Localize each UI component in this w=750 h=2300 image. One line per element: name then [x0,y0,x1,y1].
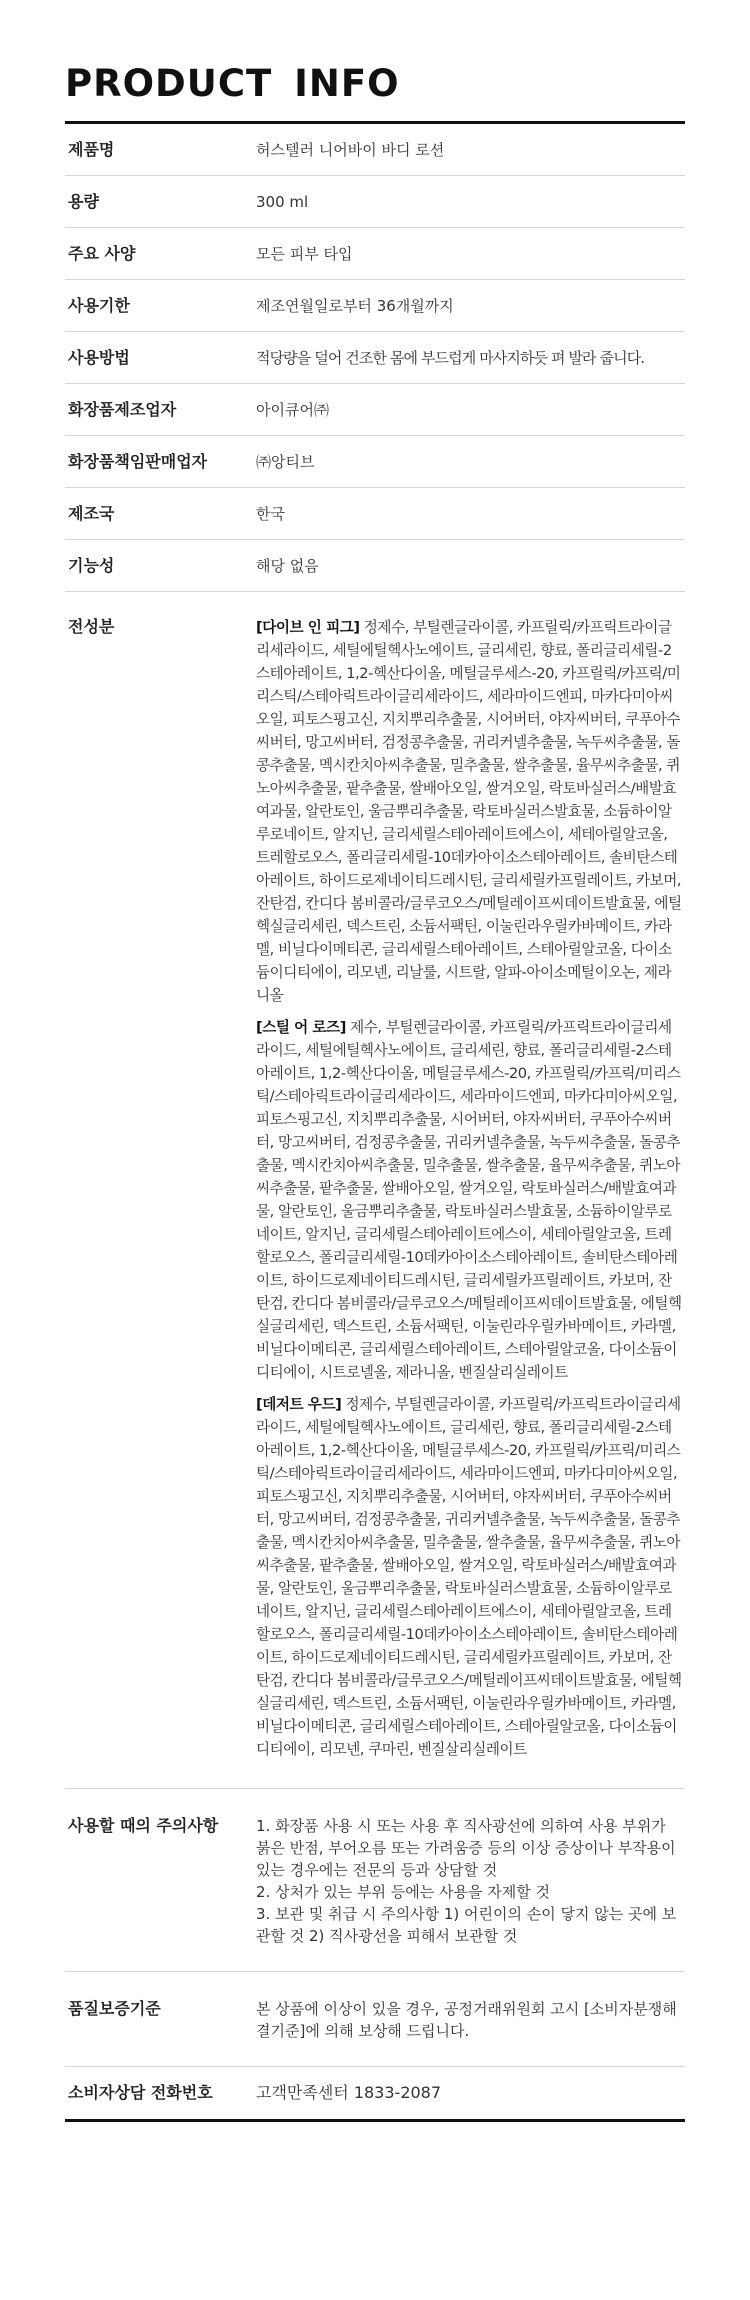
ingredient-variant-name: [다이브 인 피그] [256,619,360,636]
page-title: PRODUCT INFO [65,62,400,105]
label-customer-service: 소비자상담 전화번호 [68,2083,213,2102]
value-expiry: 제조연월일로부터 36개월까지 [256,296,454,315]
row-spec [65,228,685,280]
row-country [65,488,685,540]
value-usage: 적당량을 덜어 건조한 몸에 부드럽게 마사지하듯 펴 발라 줍니다. [256,348,645,367]
label-spec: 주요 사양 [68,243,136,263]
row-warranty [65,1972,685,2067]
value-caution [256,1815,685,1947]
value-customer-service-phone: 고객만족센터 1833-2087 [256,2083,442,2102]
row-product-name [65,124,685,176]
row-ingredients [65,592,685,1789]
ingredient-block-still-a-rose [256,1016,683,1384]
label-country: 제조국 [68,503,115,523]
label-expiry: 사용기한 [68,295,130,315]
ingredient-list-text: 정제수, 부틸렌글라이콜, 카프릴릭/카프릭트라이글리세라이드, 세틸에틸헥사노에이트, 글리세린, 향료, 폴리글리세릴-2스테아레이트, 1,2-헥산다이올, 메틸글루세스-20, 카프릴릭/카프릭/미리스틱/스테아릭트라이글리세라이드, 세라마이드엔피, 마카다미아씨오일, 피토스핑고신, 지치뿌리추출물, 시어버터, 야자씨버터, 쿠푸아수씨버터, 망고씨버터, 검정콩추출물, 귀리커넬추출물, 녹두씨추출물, 돌콩추출물, 멕시칸치아씨추출물, 밀추출물, 쌀추출물, 율무씨추출물, 퀴노아씨추출물, 팥추출물, 쌀배아오일, 쌀겨오일, 락토바실러스/배발효여과물, 알란토인, 울금뿌리추출물, 락토바실러스발효물, 소듐하이알루로네이트, 알지닌, 글리세릴스테아레이트에스이, 세테아릴알코올, 트레할로오스, 폴리글리세릴-10데카아이소스테아레이트, 솔비탄스테아레이트, 하이드로제네이티드레시틴, 글리세릴카프릴레이트, 카보머, 잔탄검, 칸디다 봄비콜라/글루코오스/메틸레이프씨데이트발효물, 에틸헥실글리세린, 덱스트린, 소듐서팩틴, 이눌린라우릴카바메이트, 카라멜, 비닐다이메티콘, 글리세릴스테아레이트, 스테아릴알코올, 다이소듐이디티에이, 리모넨, 리날룰, 시트랄, 알파-아이소메틸이오논, 제라니올 [256,619,682,1004]
value-country: 한국 [256,504,285,523]
label-ingredients: 전성분 [68,617,115,636]
ingredient-list-text: 제수, 부틸렌글라이콜, 카프릴릭/카프릭트라이글리세라이드, 세틸에틸헥사노에이트, 글리세린, 향료, 폴리글리세릴-2스테아레이트, 1,2-헥산다이올, 메틸글루세스-20, 카프릴릭/카프릭/미리스틱/스테아릭트라이글리세라이드, 세라마이드엔피, 마카다미아씨오일, 피토스핑고신, 지치뿌리추출물, 시어버터, 야자씨버터, 쿠푸아수씨버터, 망고씨버터, 검정콩추출물, 귀리커넬추출물, 녹두씨추출물, 돌콩추출물, 멕시칸치아씨추출물, 밀추출물, 쌀추출물, 율무씨추출물, 퀴노아씨추출물, 팥추출물, 쌀배아오일, 쌀겨오일, 락토바실러스/배발효여과물, 알란토인, 울금뿌리추출물, 락토바실러스발효물, 소듐하이알루로네이트, 알지닌, 글리세릴스테아레이트에스이, 세테아릴알코올, 트레할로오스, 폴리글리세릴-10데카아이소스테아레이트, 솔비탄스테아레이트, 하이드로제네이티드레시틴, 글리세릴카프릴레이트, 카보머, 잔탄검, 칸디다 봄비콜라/글루코오스/메틸레이프씨데이트발효물, 에틸헥실글리세린, 덱스트린, 소듐서팩틴, 이눌린라우릴카바메이트, 카라멜, 비닐다이메티콘, 글리세릴스테아레이트, 스테아릴알코올, 다이소듐이디티에이, 시트로넬올, 제라니올, 벤질살리실레이트 [256,1019,682,1381]
ingredient-variant-name: [스틸 어 로즈] [256,1019,346,1036]
value-manufacturer: 아이큐어㈜ [256,400,329,419]
value-seller: ㈜앙티브 [256,452,315,471]
label-caution: 사용할 때의 주의사항 [68,1816,219,1835]
label-seller: 화장품책임판매업자 [68,451,208,471]
label-functional: 기능성 [68,555,115,575]
value-volume: 300 ml [256,192,309,211]
row-seller [65,436,685,488]
ingredient-list-text: 정제수, 부틸렌글라이콜, 카프릴릭/카프릭트라이글리세라이드, 세틸에틸헥사노에이트, 글리세린, 향료, 폴리글리세릴-2스테아레이트, 1,2-헥산다이올, 메틸글루세스-20, 카프릴릭/카프릭/미리스틱/스테아릭트라이글리세라이드, 세라마이드엔피, 마카다미아씨오일, 피토스핑고신, 지치뿌리추출물, 시어버터, 야자씨버터, 쿠푸아수씨버터, 망고씨버터, 검정콩추출물, 귀리커넬추출물, 녹두씨추출물, 돌콩추출물, 멕시칸치아씨추출물, 밀추출물, 쌀추출물, 율무씨추출물, 퀴노아씨추출물, 팥추출물, 쌀배아오일, 쌀겨오일, 락토바실러스/배발효여과물, 알란토인, 울금뿌리추출물, 락토바실러스발효물, 소듐하이알루로네이트, 알지닌, 글리세릴스테아레이트에스이, 세테아릴알코올, 트레할로오스, 폴리글리세릴-10데카아이소스테아레이트, 솔비탄스테아레이트, 하이드로제네이티드레시틴, 글리세릴카프릴레이트, 카보머, 잔탄검, 칸디다 봄비콜라/글루코오스/메틸레이프씨데이트발효물, 에틸헥실글리세린, 덱스트린, 소듐서팩틴, 이눌린라우릴카바메이트, 카라멜, 비닐다이메티콘, 글리세릴스테아레이트, 스테아릴알코올, 다이소듐이디티에이, 리모넨, 쿠마린, 벤질살리실레이트 [256,1396,682,1758]
label-product-name: 제품명 [68,139,115,159]
label-volume: 용량 [68,191,99,211]
row-volume [65,176,685,228]
label-manufacturer: 화장품제조업자 [68,399,177,419]
value-ingredients [256,616,685,1770]
row-functional [65,540,685,592]
caution-line: 1. 화장품 사용 시 또는 사용 후 직사광선에 의하여 사용 부위가 붉은 반점, 부어오름 또는 가려움증 등의 이상 증상이나 부작용이 있는 경우에는 전문의 등과 상담할 것 [256,1817,676,1879]
label-warranty: 품질보증기준 [68,1999,161,2018]
product-info-table [65,121,685,2122]
row-caution [65,1789,685,1972]
caution-line: 2. 상처가 있는 부위 등에는 사용을 자제할 것 [256,1883,551,1901]
ingredient-variant-name: [데저트 우드] [256,1396,342,1413]
ingredient-block-dive-in-fig [256,616,683,1007]
row-manufacturer [65,384,685,436]
value-product-name: 허스텔러 니어바이 바디 로션 [256,140,445,159]
caution-line: 3. 보관 및 취급 시 주의사항 1) 어린이의 손이 닿지 않는 곳에 보관할 것 2) 직사광선을 피해서 보관할 것 [256,1905,677,1945]
row-expiry [65,280,685,332]
value-spec: 모든 피부 타입 [256,244,353,263]
row-usage [65,332,685,384]
row-customer-service [65,2067,685,2119]
value-warranty: 본 상품에 이상이 있을 경우, 공정거래위원회 고시 [소비자분쟁해결기준]에 의해 보상해 드립니다. [256,2000,677,2040]
value-functional: 해당 없음 [256,556,319,575]
ingredient-block-desert-wood [256,1393,683,1761]
label-usage: 사용방법 [68,347,130,367]
